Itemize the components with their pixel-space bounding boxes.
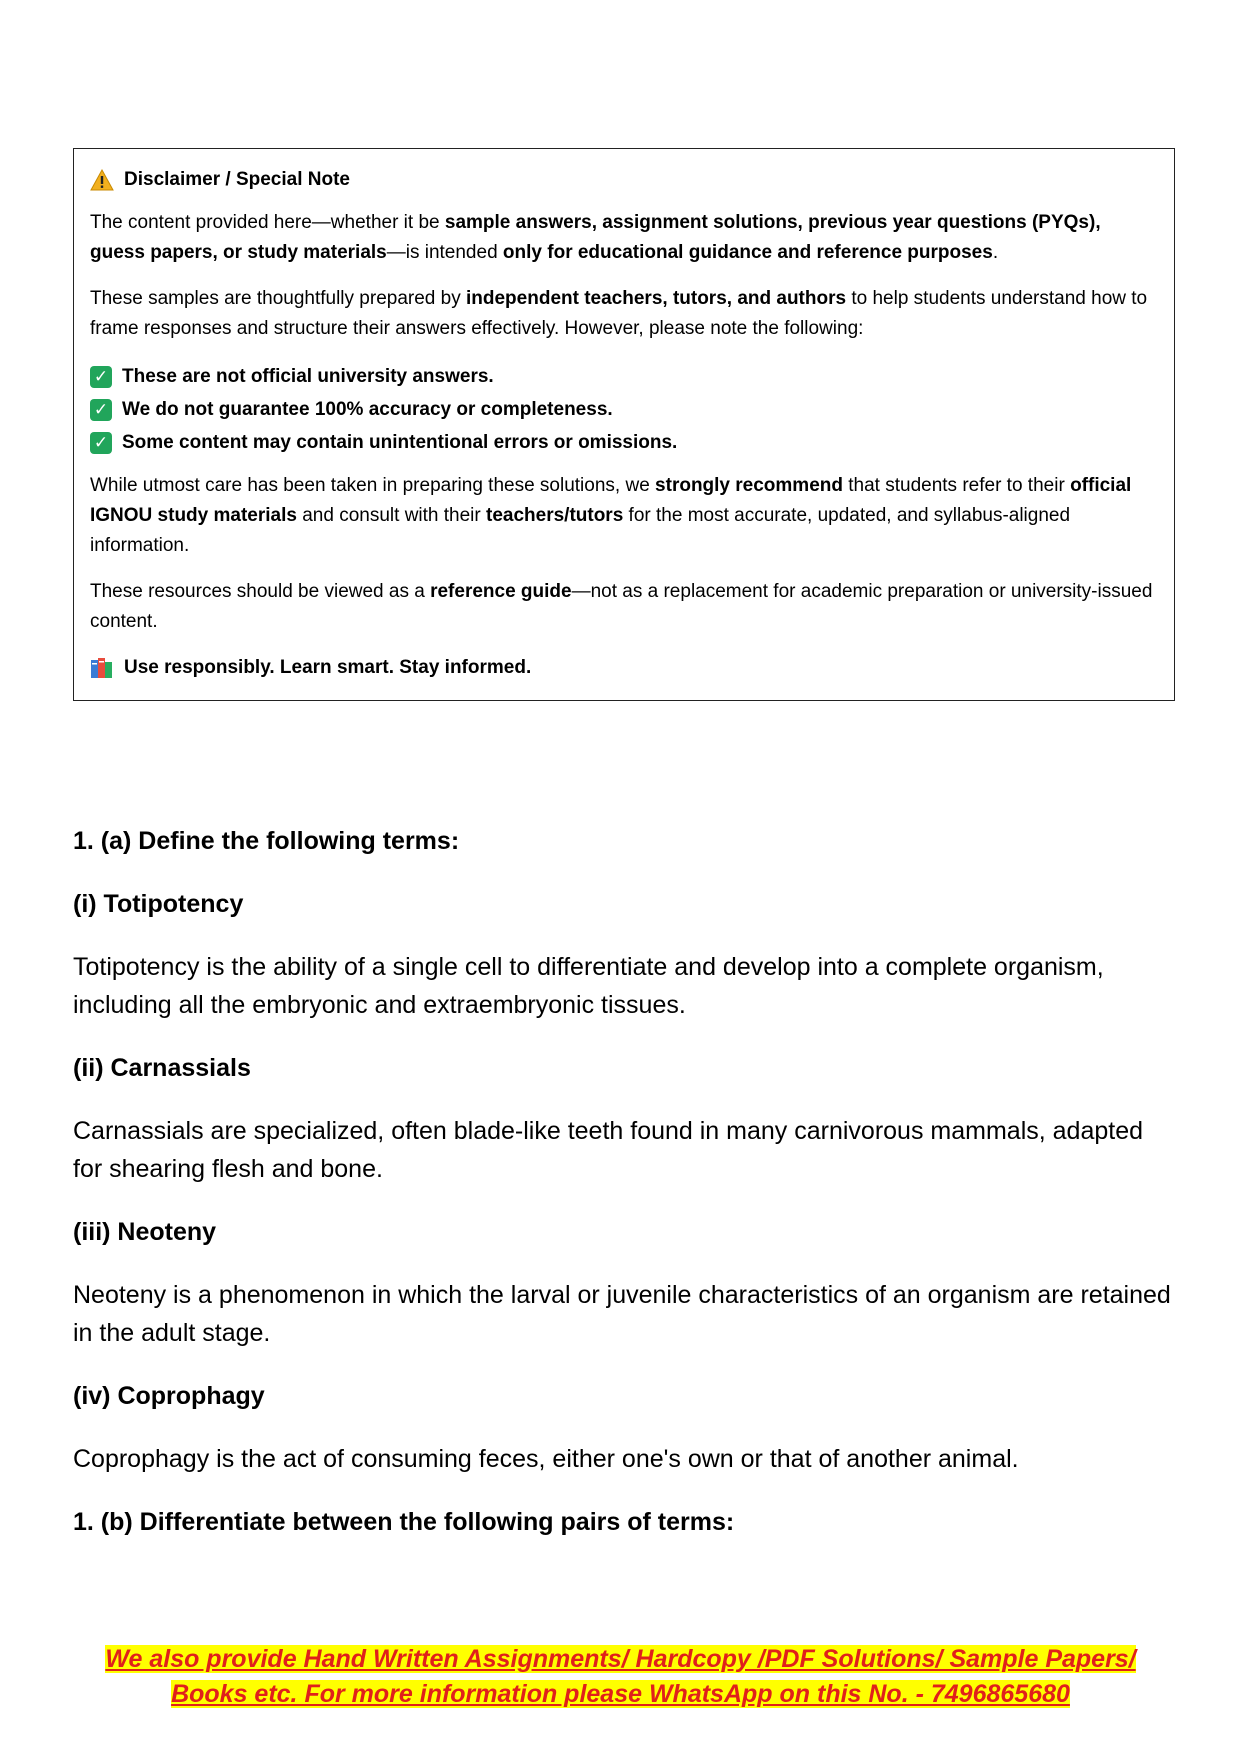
- term-heading: (iv) Coprophagy: [73, 1382, 265, 1410]
- check-item-label: We do not guarantee 100% accuracy or completeness.: [122, 398, 613, 420]
- term-answer: Neoteny is a phenomenon in which the larval or juvenile characteristics of an organism are retained in the adult stage.: [73, 1281, 1171, 1347]
- disclaimer-paragraph-2: [90, 284, 1158, 344]
- check-mark-icon: ✓: [90, 432, 112, 454]
- term-heading: (ii) Carnassials: [73, 1054, 251, 1082]
- term-heading: (i) Totipotency: [73, 890, 244, 918]
- bold-span: strongly recommend: [655, 475, 843, 496]
- check-item-label: These are not official university answers.: [122, 365, 494, 387]
- text-span: for the most accurate, updated, and syllabus-aligned information.: [90, 505, 1071, 556]
- closing-text: Use responsibly. Learn smart. Stay informed.: [124, 657, 532, 678]
- question-1a-heading: 1. (a) Define the following terms:: [73, 827, 460, 855]
- text-span: The content provided here—whether it be: [90, 212, 445, 233]
- term-answer: Totipotency is the ability of a single cell to differentiate and develop into a complete organism, including all the embryonic and extraembryonic tissues.: [73, 953, 1104, 1019]
- bold-span: reference guide: [430, 581, 572, 602]
- check-item-label: Some content may contain unintentional errors or omissions.: [122, 431, 678, 453]
- text-span: that students refer to their: [842, 475, 1071, 496]
- check-item: [90, 393, 1158, 426]
- check-list: [90, 360, 1158, 459]
- books-icon: [90, 657, 114, 679]
- disclaimer-paragraph-4: [90, 577, 1158, 637]
- term-answer: Coprophagy is the act of consuming feces, either one's own or that of another animal.: [73, 1445, 1019, 1473]
- text-span: —is intended: [386, 242, 503, 263]
- text-span: —not as a replacement for academic preparation or university-issued content.: [90, 581, 1153, 632]
- warning-icon: [90, 169, 114, 191]
- text-span: .: [992, 242, 999, 263]
- disclaimer-paragraph-3: [90, 471, 1158, 561]
- bold-span: teachers/tutors: [486, 505, 624, 526]
- check-mark-icon: ✓: [90, 366, 112, 388]
- disclaimer-box: [73, 148, 1175, 701]
- text-span: to help students understand how to frame responses and structure their answers effectively. However, please note the following:: [90, 288, 1148, 339]
- check-item: [90, 426, 1158, 459]
- bold-span: independent teachers, tutors, and authors: [466, 288, 847, 309]
- bold-span: official IGNOU study materials: [90, 475, 1132, 526]
- term-heading: (iii) Neoteny: [73, 1218, 217, 1246]
- bold-span: sample answers, assignment solutions, previous year questions (PYQs), guess papers, or study materials: [90, 212, 1101, 263]
- check-mark-icon: ✓: [90, 399, 112, 421]
- term-answer: Carnassials are specialized, often blade-like teeth found in many carnivorous mammals, adapted for shearing flesh and bone.: [73, 1117, 1144, 1183]
- main-content: [73, 822, 1173, 1566]
- check-item: [90, 360, 1158, 393]
- question-1b-heading: 1. (b) Differentiate between the following pairs of terms:: [73, 1508, 735, 1536]
- bold-span: only for educational guidance and reference purposes: [502, 242, 993, 263]
- closing-row: [90, 653, 1158, 683]
- disclaimer-title-row: [90, 165, 1158, 195]
- text-span: These samples are thoughtfully prepared by: [90, 288, 466, 309]
- disclaimer-paragraph-1: [90, 208, 1158, 268]
- promo-line-1: We also provide Hand Written Assignments/ Hardcopy /PDF Solutions/ Sample Papers/: [105, 1645, 1136, 1673]
- text-span: These resources should be viewed as a: [90, 581, 431, 602]
- promo-line-2: Books etc. For more information please WhatsApp on this No. - 7496865680: [171, 1680, 1070, 1708]
- text-span: While utmost care has been taken in preparing these solutions, we: [90, 475, 656, 496]
- promo-footer: [0, 1642, 1241, 1712]
- disclaimer-title: Disclaimer / Special Note: [124, 169, 350, 190]
- text-span: and consult with their: [296, 505, 486, 526]
